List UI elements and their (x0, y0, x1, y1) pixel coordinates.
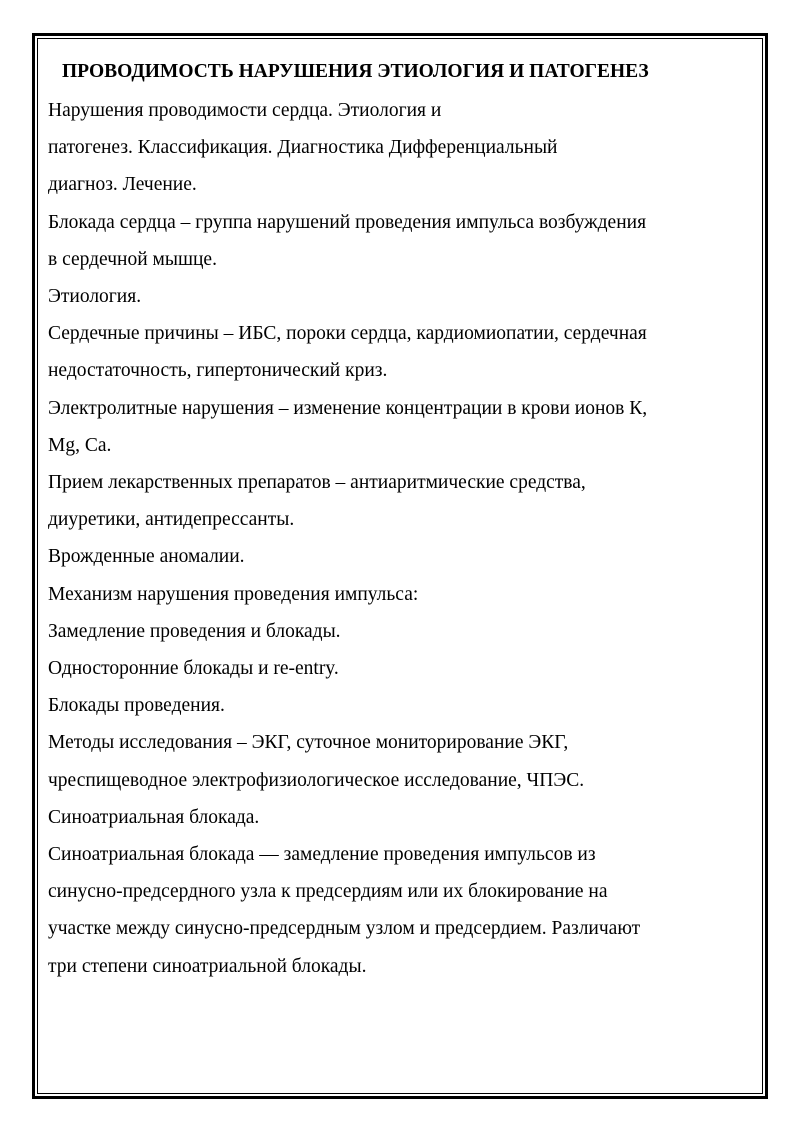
text-line: Синоатриальная блокада. (48, 806, 260, 828)
text-line: недостаточность, гипертонический криз. (48, 360, 388, 382)
document-body (48, 56, 748, 985)
text-line: Односторонние блокады и re-entry. (48, 658, 339, 680)
text-line: Врожденные аномалии. (48, 546, 245, 568)
text-line: Сердечные причины – ИБС, пороки сердца, кардиомиопатии, сердечная (48, 323, 647, 345)
document-text (48, 92, 748, 985)
text-line: диуретики, антидепрессанты. (48, 509, 295, 531)
text-line: чреспищеводное электрофизиологическое исследование, ЧПЭС. (48, 769, 585, 791)
text-line: Нарушения проводимости сердца. Этиология и (48, 100, 442, 121)
text-line: Блокада сердца – группа нарушений проведения импульса возбуждения (48, 211, 647, 233)
text-line: в сердечной мышце. (48, 248, 217, 270)
document-title: ПРОВОДИМОСТЬ НАРУШЕНИЯ ЭТИОЛОГИЯ И ПАТОГЕНЕЗ (62, 61, 649, 82)
text-line: Электролитные нарушения – изменение концентрации в крови ионов К, (48, 397, 648, 419)
text-line: синусно-предсердного узла к предсердиям или их блокирование на (48, 881, 608, 903)
text-line: Механизм нарушения проведения импульса: (48, 583, 419, 605)
text-line: Замедление проведения и блокады. (48, 620, 341, 642)
text-line: Прием лекарственных препаратов – антиаритмические средства, (48, 472, 586, 494)
text-line: Mg, Ca. (48, 434, 112, 456)
text-line: Этиология. (48, 286, 142, 308)
text-line: Методы исследования – ЭКГ, суточное мониторирование ЭКГ, (48, 732, 569, 754)
text-line: три степени синоатриальной блокады. (48, 955, 367, 977)
text-line: диагноз. Лечение. (48, 174, 197, 196)
text-line: Блокады проведения. (48, 695, 225, 717)
text-line: участке между синусно-предсердным узлом и предсердием. Различают (48, 918, 641, 940)
text-line: Синоатриальная блокада — замедление проведения импульсов из (48, 844, 596, 866)
text-line: патогенез. Классификация. Диагностика Дифференциальный (48, 137, 558, 159)
